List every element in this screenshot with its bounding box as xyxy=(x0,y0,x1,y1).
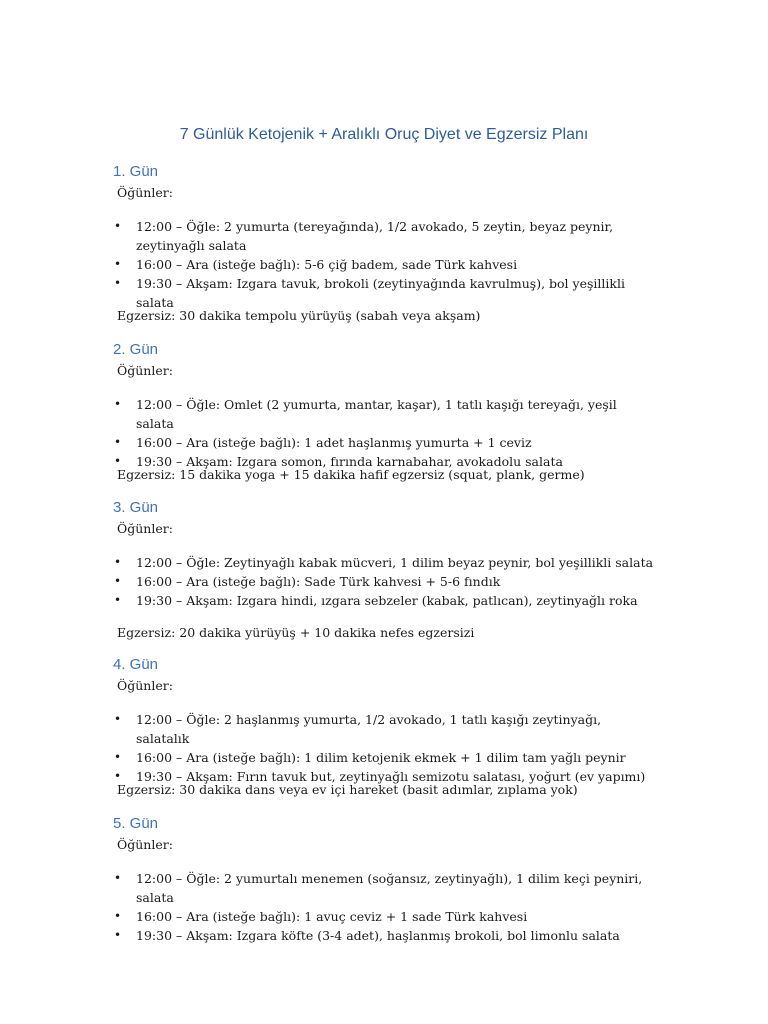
meal-text: 12:00 – Öğle: Zeytinyağlı kabak mücveri, 1 dilim beyaz peynir, bol yeşillikli salata xyxy=(136,555,654,570)
meal-text: 19:30 – Akşam: Izgara hindi, ızgara sebzeler (kabak, patlıcan), zeytinyağlı roka xyxy=(136,593,638,608)
meals-label: Öğünler: xyxy=(117,837,173,852)
bullet-icon: • xyxy=(114,257,122,271)
list-item xyxy=(0,274,656,312)
exercise-text: Egzersiz: 15 dakika yoga + 15 dakika hafif egzersiz (squat, plank, germe) xyxy=(117,467,585,482)
day-heading: 5. Gün xyxy=(113,815,159,832)
meal-text: 19:30 – Akşam: Izgara köfte (3-4 adet), haşlanmış brokoli, bol limonlu salata xyxy=(136,928,620,943)
bullet-icon: • xyxy=(114,219,122,233)
meal-text: 16:00 – Ara (isteğe bağlı): 1 adet haşlanmış yumurta + 1 ceviz xyxy=(136,435,532,450)
exercise-text: Egzersiz: 20 dakika yürüyüş + 10 dakika nefes egzersizi xyxy=(117,625,475,640)
bullet-icon: • xyxy=(114,454,122,468)
bullet-icon: • xyxy=(114,435,122,449)
meal-text: 19:30 – Akşam: Izgara tavuk, brokoli (zeytinyağında kavrulmuş), bol yeşillikli salata xyxy=(136,276,625,310)
meal-list xyxy=(0,869,768,945)
meal-text: 16:00 – Ara (isteğe bağlı): Sade Türk kahvesi + 5-6 fındık xyxy=(136,574,501,589)
list-item xyxy=(0,553,656,572)
exercise-text: Egzersiz: 30 dakika dans veya ev içi hareket (basit adımlar, zıplama yok) xyxy=(117,782,578,797)
bullet-icon: • xyxy=(114,593,122,607)
meal-text: 19:30 – Akşam: Izgara somon, fırında karnabahar, avokadolu salata xyxy=(136,454,563,469)
meal-list xyxy=(0,553,768,610)
meal-text: 16:00 – Ara (isteğe bağlı): 5-6 çiğ badem, sade Türk kahvesi xyxy=(136,257,518,272)
meals-label: Öğünler: xyxy=(117,185,173,200)
list-item xyxy=(0,748,656,767)
exercise-text: Egzersiz: 30 dakika tempolu yürüyüş (sabah veya akşam) xyxy=(117,308,481,323)
bullet-icon: • xyxy=(114,574,122,588)
meals-label: Öğünler: xyxy=(117,521,173,536)
meal-text: 16:00 – Ara (isteğe bağlı): 1 dilim ketojenik ekmek + 1 dilim tam yağlı peynir xyxy=(136,750,626,765)
bullet-icon: • xyxy=(114,750,122,764)
bullet-icon: • xyxy=(114,769,122,783)
meals-label: Öğünler: xyxy=(117,678,173,693)
meal-list xyxy=(0,217,768,312)
bullet-icon: • xyxy=(114,909,122,923)
meal-text: 12:00 – Öğle: Omlet (2 yumurta, mantar, kaşar), 1 tatlı kaşığı tereyağı, yeşil salata xyxy=(136,397,617,431)
bullet-icon: • xyxy=(114,928,122,942)
bullet-icon: • xyxy=(114,871,122,885)
list-item xyxy=(0,926,656,945)
day-heading: 4. Gün xyxy=(113,656,159,673)
meal-text: 12:00 – Öğle: 2 yumurta (tereyağında), 1/2 avokado, 5 zeytin, beyaz peynir, zeytinyağlı salata xyxy=(136,219,614,253)
list-item xyxy=(0,433,656,452)
list-item xyxy=(0,869,656,907)
list-item xyxy=(0,710,656,748)
meal-text: 12:00 – Öğle: 2 yumurtalı menemen (soğansız, zeytinyağlı), 1 dilim keçi peyniri, salata xyxy=(136,871,643,905)
meals-label: Öğünler: xyxy=(117,363,173,378)
day-heading: 3. Gün xyxy=(113,499,159,516)
list-item xyxy=(0,907,656,926)
day-heading: 1. Gün xyxy=(113,163,159,180)
list-item xyxy=(0,572,656,591)
day-heading: 2. Gün xyxy=(113,341,159,358)
meal-text: 19:30 – Akşam: Fırın tavuk but, zeytinyağlı semizotu salatası, yoğurt (ev yapımı) xyxy=(136,769,646,784)
list-item xyxy=(0,395,656,433)
meal-text: 16:00 – Ara (isteğe bağlı): 1 avuç ceviz + 1 sade Türk kahvesi xyxy=(136,909,528,924)
bullet-icon: • xyxy=(114,276,122,290)
list-item xyxy=(0,591,656,610)
list-item xyxy=(0,255,656,274)
meal-text: 12:00 – Öğle: 2 haşlanmış yumurta, 1/2 avokado, 1 tatlı kaşığı zeytinyağı, salatalık xyxy=(136,712,602,746)
bullet-icon: • xyxy=(114,712,122,726)
document-title: 7 Günlük Ketojenik + Aralıklı Oruç Diyet ve Egzersiz Planı xyxy=(179,126,589,143)
bullet-icon: • xyxy=(114,555,122,569)
bullet-icon: • xyxy=(114,397,122,411)
meal-list xyxy=(0,710,768,786)
list-item xyxy=(0,217,656,255)
meal-list xyxy=(0,395,768,471)
